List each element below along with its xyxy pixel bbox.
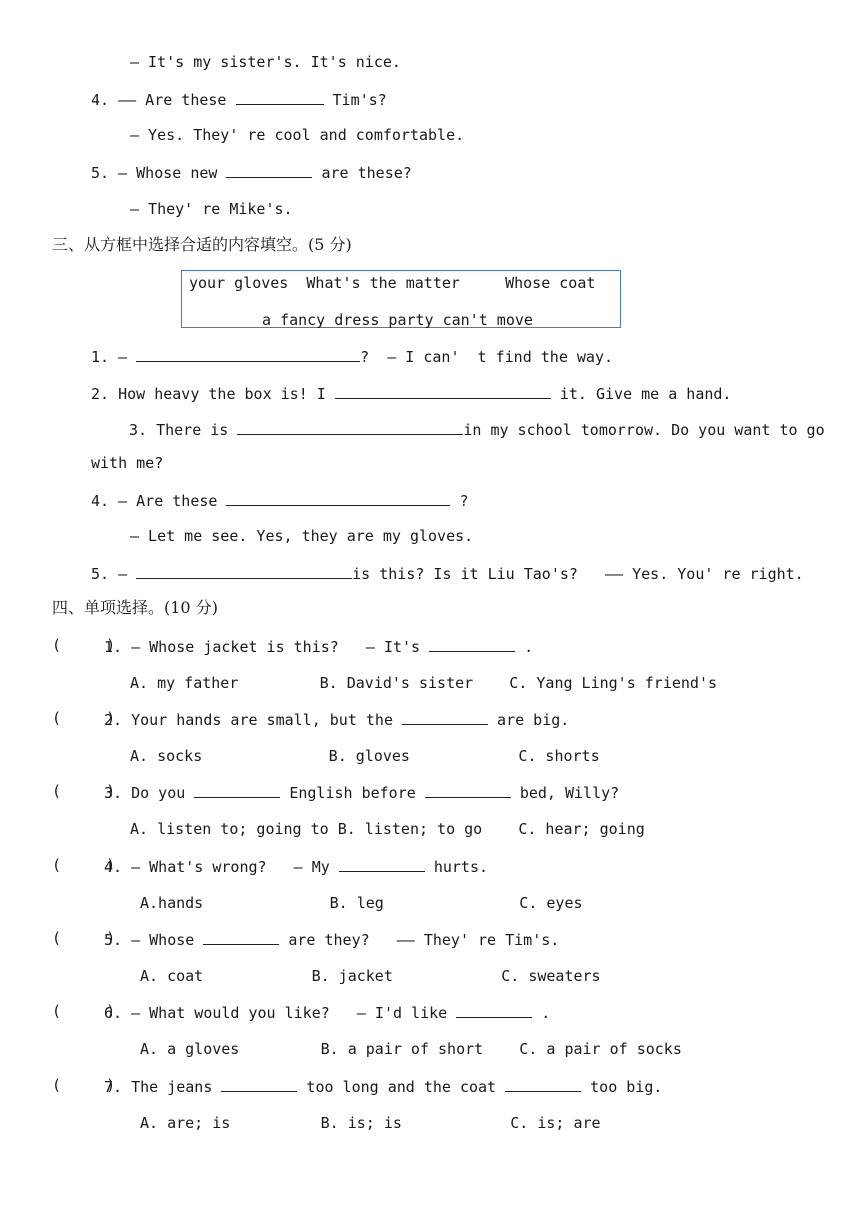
mc-question-1: 1. — Whose jacket is this? — It's . — [104, 638, 534, 656]
question-5: 5. — Whose new are these? — [91, 164, 412, 182]
answer-blank[interactable] — [402, 709, 488, 725]
mc-question-3: 3. Do you English before bed, Willy? — [104, 784, 620, 802]
answer-blank[interactable] — [221, 1076, 297, 1092]
answer-blank[interactable] — [335, 383, 551, 399]
mc-options-5: A. coat B. jacket C. sweaters — [140, 967, 601, 985]
mc-question-6: 6. — What would you like? — I'd like . — [104, 1004, 551, 1022]
fill-question-1: 1. — ? — I can' t find the way. — [91, 348, 614, 366]
mc-options-1: A. my father B. David's sister C. Yang Ling's friend's — [130, 674, 717, 692]
mc-question-2: 2. Your hands are small, but the are big. — [104, 711, 570, 729]
answer-blank[interactable] — [226, 490, 450, 506]
dialog-line: — Let me see. Yes, they are my gloves. — [130, 527, 474, 545]
mc-question-7: 7. The jeans too long and the coat too big. — [104, 1078, 663, 1096]
fill-question-3-cont: with me? — [91, 454, 164, 472]
dialog-line: — Yes. They' re cool and comfortable. — [130, 126, 465, 144]
answer-blank[interactable] — [505, 1076, 581, 1092]
word-box-line: a fancy dress party can't move — [262, 311, 533, 329]
word-box-line: your gloves What's the matter Whose coat — [189, 274, 596, 292]
fill-question-2: 2. How heavy the box is! I it. Give me a hand. — [91, 385, 732, 403]
answer-parentheses[interactable]: ( ) — [52, 782, 116, 800]
mc-question-4: 4. — What's wrong? — My hurts. — [104, 858, 489, 876]
answer-blank[interactable] — [237, 419, 463, 435]
mc-options-6: A. a gloves B. a pair of short C. a pair of socks — [140, 1040, 682, 1058]
section-title-3: 三、从方框中选择合适的内容填空。(5 分) — [52, 235, 352, 254]
mc-question-5: 5. — Whose are they? —— They' re Tim's. — [104, 931, 560, 949]
mc-options-7: A. are; is B. is; is C. is; are — [140, 1114, 601, 1132]
answer-blank[interactable] — [226, 162, 312, 178]
answer-blank[interactable] — [429, 636, 515, 652]
fill-question-3: 3. There is in my school tomorrow. Do you want to go — [129, 421, 825, 439]
answer-blank[interactable] — [136, 563, 352, 579]
mc-options-2: A. socks B. gloves C. shorts — [130, 747, 600, 765]
fill-question-4: 4. — Are these ? — [91, 492, 469, 510]
answer-blank[interactable] — [194, 782, 280, 798]
answer-parentheses[interactable]: ( ) — [52, 709, 116, 727]
section-title-4: 四、单项选择。(10 分) — [52, 598, 218, 617]
dialog-line: — They' re Mike's. — [130, 200, 293, 218]
mc-options-4: A.hands B. leg C. eyes — [140, 894, 583, 912]
answer-blank[interactable] — [456, 1002, 532, 1018]
mc-options-3: A. listen to; going to B. listen; to go C. hear; going — [130, 820, 645, 838]
answer-blank[interactable] — [236, 89, 324, 105]
fill-question-5: 5. — is this? Is it Liu Tao's? —— Yes. You' re right. — [91, 565, 804, 583]
answer-parentheses[interactable]: ( ) — [52, 929, 116, 947]
answer-parentheses[interactable]: ( ) — [52, 1076, 116, 1094]
answer-blank[interactable] — [425, 782, 511, 798]
question-4: 4. —— Are these Tim's? — [91, 91, 387, 109]
answer-blank[interactable] — [203, 929, 279, 945]
answer-blank[interactable] — [339, 856, 425, 872]
dialog-line: — It's my sister's. It's nice. — [130, 53, 401, 71]
answer-blank[interactable] — [136, 346, 360, 362]
answer-parentheses[interactable]: ( ) — [52, 1002, 116, 1020]
answer-parentheses[interactable]: ( ) — [52, 636, 116, 654]
answer-parentheses[interactable]: ( ) — [52, 856, 116, 874]
